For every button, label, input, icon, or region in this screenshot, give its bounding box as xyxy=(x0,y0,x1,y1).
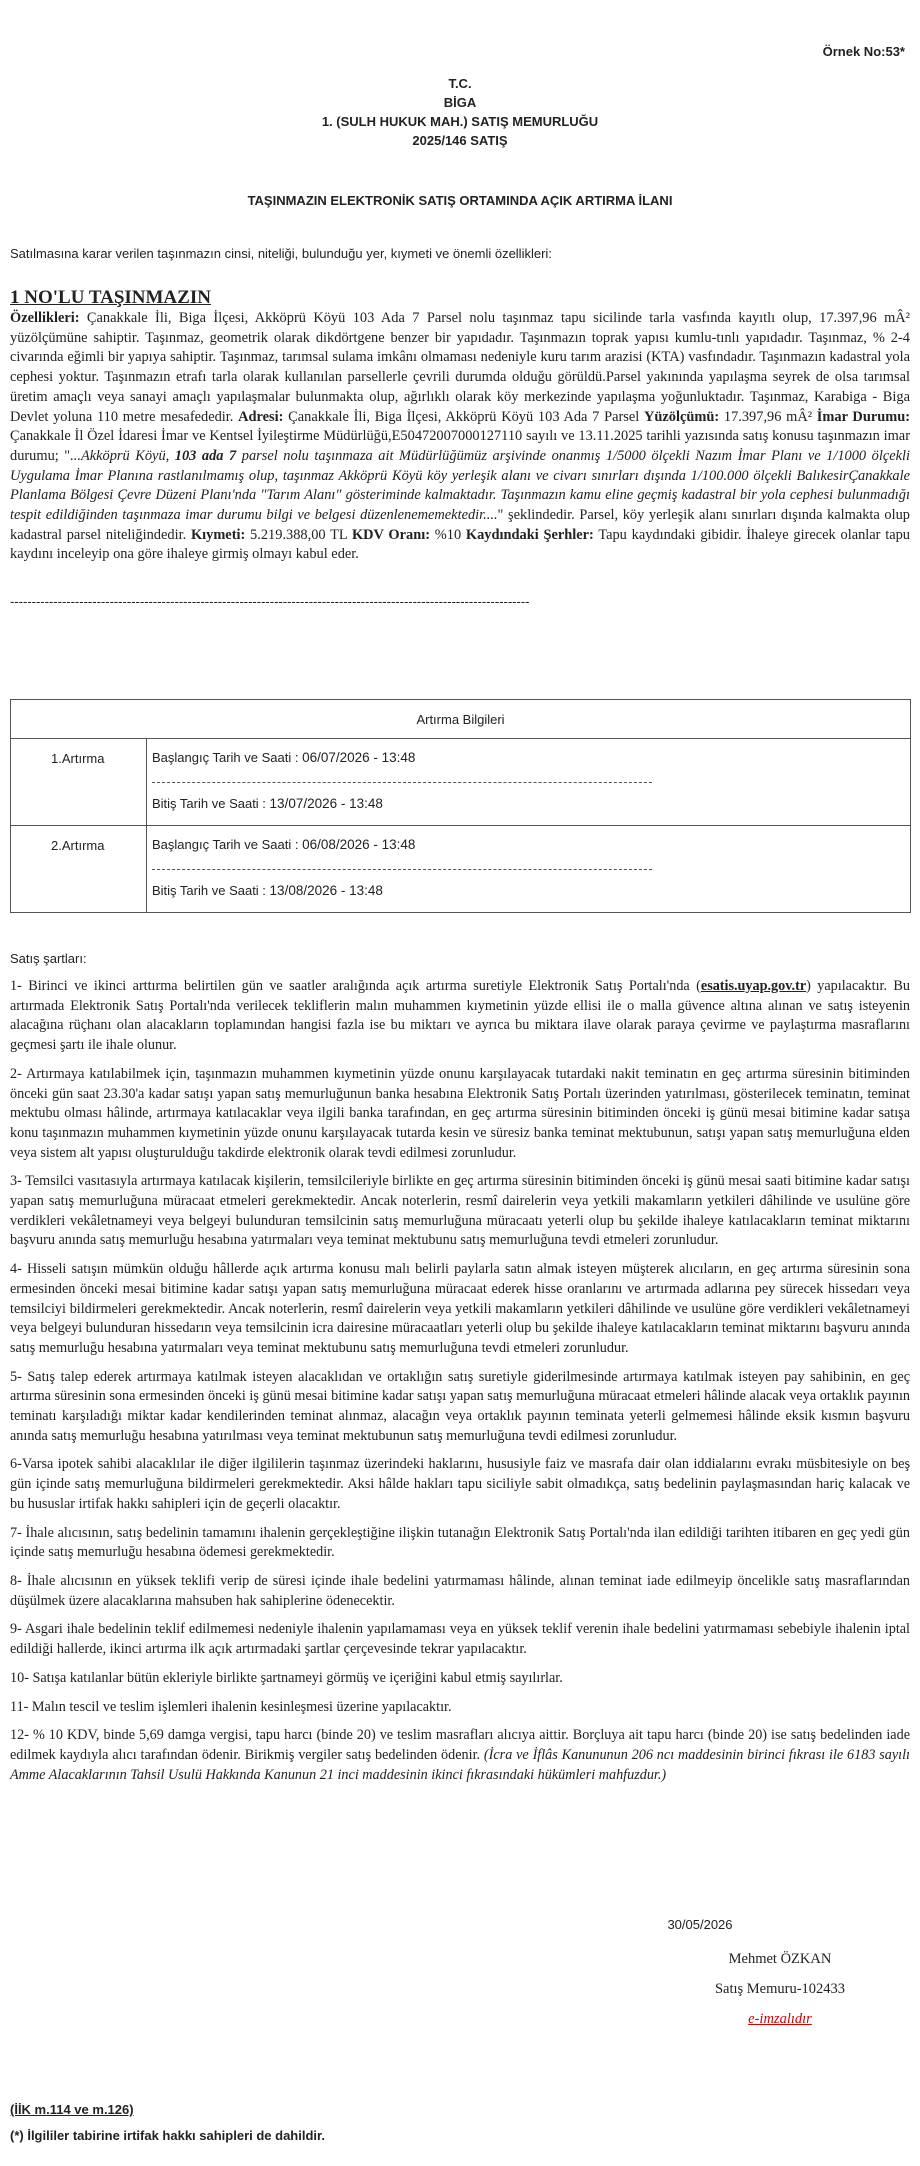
lot-divider: ------------------------------------------------------------------------------------------------------------------------ xyxy=(10,594,530,609)
vat-text: %10 xyxy=(430,526,466,543)
term-9: 9- Asgari ihale bedelinin teklif edilmemesi nedeniyle ihalenin yapılamaması veya en yüksek teklif verenin ihale bedelini yatırmaması sebebiyle ihalenin iptal edildiği hallerde, ikinci artırma ilk açık artırmadaki şartlar çerçevesinde tekrar yapılacaktır. xyxy=(10,1621,910,1658)
document-header xyxy=(0,74,920,150)
zoning-quote-1: ...Akköprü Köyü, xyxy=(70,447,175,464)
date-separator xyxy=(152,869,652,870)
term-1 xyxy=(10,977,910,1056)
start-datetime: 06/08/2026 - 13:48 xyxy=(302,837,416,852)
table-row xyxy=(11,826,911,913)
header-office: 1. (SULH HUKUK MAH.) SATIŞ MEMURLUĞU xyxy=(321,114,599,129)
term-5: 5- Satış talep ederek artırmaya katılmak isteyen alacaklıdan ve ortaklığın satış suretiyle giderilmesinde artırmaya katılmak isteyen pay sahibinin, en geç artırma süresinin sona ermesinden önceki iş günü mesai bitimine kadar satışı yapan satış memurluğuna müracaat etmeleri hâlinde alacak veya ortaklık payının teminatı karşıladığı miktar kadar kendilerinden teminat alınmaz, alacağın veya ortaklık payının teminata yeterli gelmemesi hâlinde eksik kısmın başvuru anında satış memurluğu hesabına yatırılması veya teminat mektubunun satış memurluğuna tevdi edilmesi zorunludur. xyxy=(10,1368,910,1444)
lot-title: 1 NO'LU TAŞINMAZIN xyxy=(10,287,211,308)
features-label: Özellikleri: xyxy=(10,310,80,326)
auction-info-header: Artırma Bilgileri xyxy=(11,700,911,739)
date-separator xyxy=(152,782,652,783)
sale-terms-title: Satış şartları: xyxy=(10,951,87,966)
term-2: 2- Artırmaya katılabilmek için, taşınmazın muhammen kıymetinin yüzde onunu karşılayacak tutardaki nakit teminatın en geç artırma süresinin bitiminden önceki gün saat 23.30'a kadar satışı yapan satış memurluğunun banka hesabına Elektronik Satış Portalı üzerinden yatırılması, gösterilecek teminatın, teminat mektubu olması hâlinde, artırmaya katılacaklar veya ilgili banka tarafından, en geç artırma süresinin bitiminden önceki iş günü mesai bitimine kadar satışa konu taşınmazın muhammen kıymetinin yüzde onunu karşılayacak tutarda kesin ve süresiz banka teminat mektubunun, satışı yapan satış memurluğuna elden veya sistem alt yapısı oluşturulduğu takdirde elektronik olarak tevdi edilmesi zorunludur. xyxy=(10,1065,910,1161)
footnote: (*) İlgililer tabirine irtifak hakkı sahipleri de dahildir. xyxy=(10,2128,325,2143)
zoning-quote-2: parsel nolu taşınmaza ait Müdürlüğümüz arşivinde onanmış 1/5000 ölçekli Nazım İmar Planı ve 1/1000 ölçekli Uygulama İmar Planına rastlanılmamış olup, taşınmaz Akköprü Köyü köy yerleşik alanı ve civarı sınırları dışında 1/100.000 ölçekli BalıkesirÇanakkale Planlama Bölgesi Çevre Düzeni Planı'nda "Tarım Alanı" gösteriminde kalmaktadır. Taşınmazın kamu eline geçmiş kadastral bir yola cephesi bulunmadığı tespit edildiğinden taşınmaza imar durumu bilgi ve belgesi düzenlenememektedir.... xyxy=(10,447,911,524)
term-7: 7- İhale alıcısının, satış bedelinin tamamını ihalenin gerçekleştiğine ilişkin tutanağın Elektronik Satış Portalı'nda ilan edildiği tarihten itibaren en geç yedi gün içinde satış memurluğu hesabına ödemesi gerekmektedir. xyxy=(10,1524,910,1561)
law-reference: (İİK m.114 ve m.126) xyxy=(10,2102,134,2117)
auction-round-dates xyxy=(147,739,911,826)
term-4: 4- Hisseli satışın mümkün olduğu hâllerde açık artırma konusu malı belirli paylarla satın almak isteyen müşterek alıcıların, en geç artırma süresinin sona ermesinden önceki mesai bitimine kadar satışı yapan satış memurluğuna müracaat ederek hisse oranlarını ve artırmada adlarına pey sürecek hissedarı veya temsilciyi bildirmeleri gerekmektedir. Ancak noterlerin, resmî dairelerin veya yetkili makamların yetkileri dâhilinde ve usulüne göre verdikleri vekâletnameyi veya belgeyi bulunduran hissedarın veya temsilcinin icra dairesine müracaatları yeterli olup bu şekilde ihaleye katılacakların teminat miktarını başvuru anında satış memurluğu hesabına yatırmaları veya teminat mektubunu satış memurluğuna tevdi etmeleri zorunludur. xyxy=(10,1261,910,1356)
officer-name: Mehmet ÖZKAN xyxy=(728,1951,832,1967)
end-label: Bitiş Tarih ve Saati : xyxy=(152,796,270,811)
end-label: Bitiş Tarih ve Saati : xyxy=(152,883,270,898)
features-text: Çanakkale İli, Biga İlçesi, Akköprü Köyü 103 Ada 7 Parsel nolu taşınmaz tapu sicilinde tarla vasfında kayıtlı olup, 17.397,96 mÂ² yüzölçümüne sahiptir. Taşınmaz, geometrik olarak dikdörtgene benzer bir yapıdadır. Taşınmazın toprak yapısı kumlu-tınlı yapıdadır. Taşınmaz, % 2-4 civarında eğimli bir yapıya sahiptir. Taşınmaz, tarımsal sulama imkânı olmaması nedeniyle kuru tarım arazisi (KTA) vasfındadır. Taşınmazın kadastral yola cephesi yoktur. Taşınmazın etrafı tarla olarak kullanılan parsellerle çevrili durumda olduğu görüldü.Parsel yakınında yapılaşma seyrek de olsa tarımsal üretim amaçlı veya sanayi amaçlı yapılaşmalar bulunmakta olup, ağırlıklı olarak köy merkezinde yapılaşma yoğunluktadır. Taşınmaz, Karabiga - Biga Devlet yoluna 110 metre mesafededir. xyxy=(10,310,910,425)
table-row xyxy=(11,739,911,826)
zoning-text-2: " şeklindedir. Parsel, köy yerleşik alanı sınırları dışında kalmakta olup kadastral parsel niteliğindedir. xyxy=(10,507,910,543)
officer-title: Satış Memuru-102433 xyxy=(714,1981,846,1997)
term-12 xyxy=(10,1726,910,1785)
term-11: 11- Malın tescil ve teslim işlemleri ihalenin kesinleşmesi üzerine yapılacaktır. xyxy=(10,1698,452,1715)
sale-terms xyxy=(10,977,910,1794)
value-text: 5.219.388,00 TL xyxy=(245,526,352,543)
term-1-text-b: ) yapılacaktır. Bu artırmada Elektronik Satış Portalı'nda verilecek tekliflerin malın muhammen kıymetinin yüzde ellisi ile o malla güvence altına alınan ve satış isteyenin alacağına rüçhanı olan alacakların toplamından hangisi fazla ise bu miktarı ve ayrıca bu miktara ilave olarak paraya çevirme ve paylaştırma masraflarını geçmesi şartı ile ihale olunur. xyxy=(10,978,910,1054)
start-label: Başlangıç Tarih ve Saati : xyxy=(152,837,303,852)
term-8: 8- İhale alıcısının en yüksek teklifi verip de süresi içinde ihale bedelini yatırmaması hâlinde, alınan teminat iade edilmeyip öncelikle satış masraflarından düşülmek üzere alacaklarına mahsuben hak sahiplerine ödenecektir. xyxy=(10,1572,910,1609)
term-3: 3- Temsilci vasıtasıyla artırmaya katılacak kişilerin, temsilcileriyle birlikte en geç artırma süresinin bitiminden önceki iş günü mesai saati bitimine kadar satışı yapan satış memurluğuna müracaat etmeleri gerekmektedir. Ancak noterlerin, resmî dairelerin veya yetkili makamların yetkileri dâhilinde ve usulüne göre verdikleri vekâletnameyi veya belgeyi bulunduran temsilcinin satış memurluğuna müracaatı yeterli olup bu şekilde ihaleye katılacakların teminat miktarını başvuru anında satış memurluğu hesabına yatırmaları veya teminat mektubunu satış memurluğuna tevdi etmeleri zorunludur. xyxy=(10,1173,910,1249)
header-tc: T.C. xyxy=(448,76,472,91)
zoning-text: Çanakkale İl Özel İdaresi İmar ve Kentsel İyileştirme Müdürlüğü,E50472007000127110 sayılı ve 13.11.2025 tarihli yazısında satış konusu taşınmazın imar durumu; " xyxy=(10,428,910,464)
term-6: 6-Varsa ipotek sahibi alacaklılar ile diğer ilgililerin taşınmaz üzerindeki haklarını, hususiyle faiz ve masrafa dair olan iddialarını evrakı müsbitesiyle on beş gün içinde satış memurluğuna bildirmeleri gerekmektedir. Aksi hâlde hakları tapu siciliyle sabit olmadıkça, satış bedelinin paylaşmasından hariç kalacak ve bu hususlar irtifak hakkı sahipleri için de geçerli olacaktır. xyxy=(10,1456,910,1512)
header-city: BİGA xyxy=(443,95,477,110)
address-label: Adresi: xyxy=(238,408,284,425)
annotations-label: Kaydındaki Şerhler: xyxy=(465,526,594,543)
term-1-text-a: 1- Birinci ve ikinci arttırma belirtilen gün ve saatler aralığında açık artırma suretiyle Elektronik Satış Portalı'nda ( xyxy=(10,978,701,994)
area-label: Yüzölçümü: xyxy=(643,408,720,425)
annotations-text: Tapu kaydındaki gibidir. İhaleye girecek olanlar tapu kaydını inceleyip ona göre ihaleye girmiş olmayı kabul eder. xyxy=(10,526,910,563)
announcement-title: TAŞINMAZIN ELEKTRONİK SATIŞ ORTAMINDA AÇIK ARTIRMA İLANI xyxy=(247,193,673,208)
zoning-label: İmar Durumu: xyxy=(816,408,911,425)
value-label: Kıymeti: xyxy=(190,526,246,543)
auction-round-label: 1.Artırma xyxy=(11,739,147,826)
signature-date: 30/05/2026 xyxy=(667,1917,733,1932)
start-label: Başlangıç Tarih ve Saati : xyxy=(152,750,303,765)
example-number: Örnek No:53* xyxy=(822,44,905,59)
zoning-quote-parcel: 103 ada 7 xyxy=(174,447,237,464)
end-datetime: 13/07/2026 - 13:48 xyxy=(269,796,383,811)
e-signature-link[interactable]: e-imzalıdır xyxy=(748,2011,812,2027)
auction-round-dates xyxy=(147,826,911,913)
auction-info-table xyxy=(10,699,911,913)
start-datetime: 06/07/2026 - 13:48 xyxy=(302,750,416,765)
address-text: Çanakkale İli, Biga İlçesi, Akköprü Köyü 103 Ada 7 Parsel xyxy=(283,408,644,425)
area-text: 17.397,96 mÂ² xyxy=(719,408,817,425)
intro-text: Satılmasına karar verilen taşınmazın cinsi, niteliği, bulunduğu yer, kıymeti ve önemli özellikleri: xyxy=(10,246,552,261)
vat-label: KDV Oranı: xyxy=(351,526,430,543)
header-file-no: 2025/146 SATIŞ xyxy=(412,133,508,148)
auction-round-label: 2.Artırma xyxy=(11,826,147,913)
term-10: 10- Satışa katılanlar bütün ekleriyle birlikte şartnameyi görmüş ve içeriğini kabul etmiş sayılırlar. xyxy=(10,1669,563,1686)
esatis-link[interactable]: esatis.uyap.gov.tr xyxy=(700,978,807,994)
term-12-text: 12- % 10 KDV, binde 5,69 damga vergisi, tapu harcı (binde 20) ve teslim masrafları alıcıya aittir. Borçluya ait tapu harcı (binde 20) ise satış bedelinden iade edilmek kaydıyla alıcı tarafından ödenir. Birikmiş vergiler satış bedelinden ödenir. xyxy=(10,1727,910,1763)
term-12-italic: (İcra ve İflâs Kanununun 206 ncı maddesinin birinci fıkrası ile 6183 sayılı Amme Alacaklarının Tahsil Usulü Hakkında Kanunun 21 inci maddesinin ikinci fıkrasındaki hükümleri mahfuzdur.) xyxy=(10,1746,910,1783)
lot-description xyxy=(10,309,910,565)
end-datetime: 13/08/2026 - 13:48 xyxy=(269,883,383,898)
